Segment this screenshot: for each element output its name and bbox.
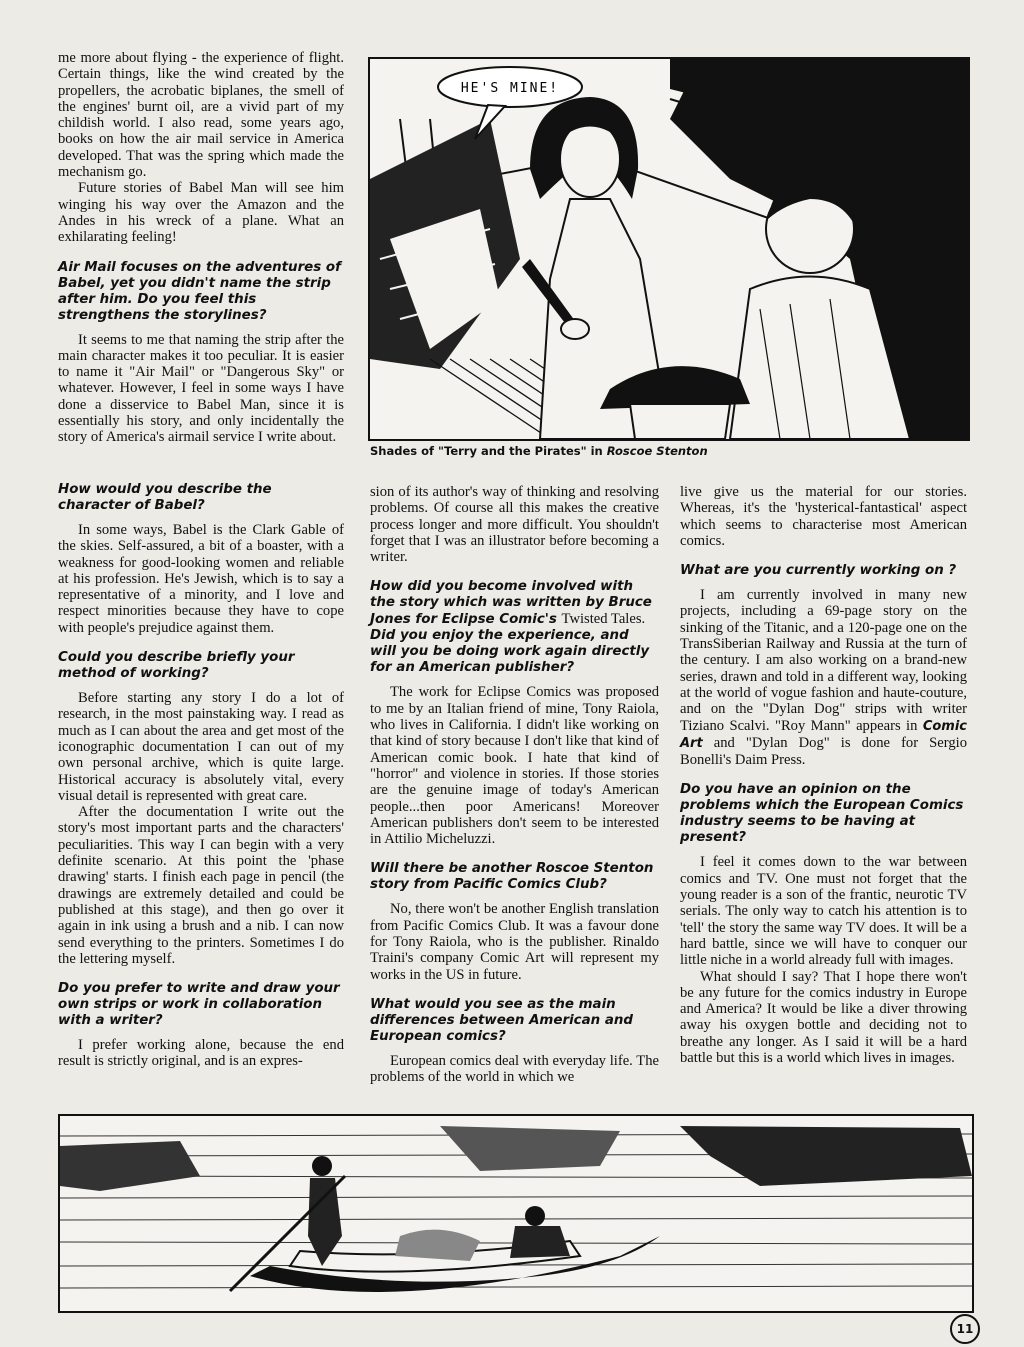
paragraph: I prefer working alone, because the end result is strictly original, and is an expres- [58, 1037, 344, 1070]
interview-question: What are you currently working on ? [680, 563, 957, 579]
caption-title: Roscoe Stenton [606, 444, 708, 458]
comic-illustration [370, 59, 968, 439]
page-number: 11 [950, 1314, 980, 1344]
paragraph: No, there won't be another English translation from Pacific Comics Club. It was a favour done for Tony Raiola, who is the publisher. Rinaldo Traini's company Comic Art will represent my works in the US in future. [370, 901, 659, 983]
speech-bubble-text: HE'S MINE! [460, 81, 560, 96]
interview-question: Do you prefer to write and draw your own strips or work in collaboration with a writer? [58, 981, 340, 1029]
interview-question: Do you have an opinion on the problems which the European Comics industry seems to be having at present? [680, 782, 964, 846]
paragraph: What should I say? That I hope there won't be any future for the comics industry in Europe and America? It would be like a diver throwing away his oxygen bottle and deciding not to breathe any longer. As I said it will be a hard battle but this is a world which lives in images. [680, 968, 967, 1067]
paragraph-part: I am currently involved in many new projects, including a 69-page story on the sinking of the Titanic, and a 120-page one on the TransSiberian Railway and Russia at the turn of the century. I am also working on a brand-new series, drawn and told in a different way, looking at the world of vogue fashion and haute-couture, and on the "Dylan Dog" strips with writer Tiziano Scalvi. "Roy Mann" appears in [680, 587, 967, 734]
paragraph: European comics deal with everyday life. The problems of the world in which we [370, 1052, 659, 1086]
paragraph: Future stories of Babel Man will see him winging his way over the Amazon and the Andes in his wreck of a plane. What an exhilarating feeling! [58, 180, 344, 246]
paragraph: After the documentation I write out the story's most important parts and the characters' peculiarities. This way I can begin with a very definite scenario. At this point the 'phase drawing' starts. I finish each page in pencil (the drawings are extremely detailed and could be published at this stage), and then go over it again in ink using a brush and a nib. I can now send everything to the printers. Sometimes I do the lettering myself. [58, 804, 344, 967]
interview-question: Will there be another Roscoe Stenton story from Pacific Comics Club? [370, 861, 654, 893]
interview-question [370, 579, 659, 676]
publication-title: Comic Art [680, 718, 967, 751]
paragraph: Before starting any story I do a lot of research, in the most painstaking way. I read as much as I can about the area and get most of the iconographic documentation I can out of my own personal archive, which is quite large. Historical accuracy is absolutely vital, every visual detail is represented with great care. [58, 690, 344, 804]
paragraph: It seems to me that naming the strip after the main character makes it too peculiar. It is easier to name it "Air Mail" or "Dangerous Sky" or whatever. However, I feel in some ways I have done a disservice to Babel Man, since it is essentially his story, and only incidentally the story of America's airmail service I write about. [58, 331, 344, 446]
paragraph-part: and "Dylan Dog" is done for Sergio Bonelli's Daim Press. [680, 734, 967, 769]
paragraph: In some ways, Babel is the Clark Gable of the skies. Self-assured, a bit of a boaster, with a weakness for good-looking women and reliable at his profession. He's Jewish, which is to say a representative of a minority, and I love and respect minorities because they have to cope with people's prejudice against them. [58, 522, 344, 636]
column-1 [58, 50, 344, 446]
interview-question: What would you see as the main differences between American and European comics? [370, 996, 633, 1044]
paragraph: I feel it comes down to the war between comics and TV. One must not forget that the young reader is a son of the frantic, neurotic TV serials. The only way to catch his attention is to 'tell' the story the same way TV does. It will be a hard battle, since we will have to conquer our little niche in a world already full with images. [680, 854, 967, 969]
boat-illustration [60, 1116, 972, 1311]
panel-caption [370, 444, 970, 458]
caption-text: Shades of "Terry and the Pirates" in [370, 444, 603, 458]
interview-question: Air Mail focuses on the adventures of Babel, yet you didn't name the strip after him. Do you feel this strengthens the storylines? [58, 259, 341, 323]
column-1-lower [58, 482, 344, 1070]
paragraph: The work for Eclipse Comics was proposed to me by an Italian friend of mine, Tony Raiola, who lives in California. I didn't like working on that kind of story because I don't like that kind of American comic book. I hate that kind of "horror" and violence in stories. If those stories are the genuine image of today's American people...then poor Americans! Moreover American publishers don't seem to be interested in Attilio Micheluzzi. [370, 684, 659, 848]
paragraph: me more about flying - the experience of flight. Certain things, like the wind created by the propellers, the acrobatic biplanes, the smell of the engines' burnt oil, are a vivid part of my childish world. I also read, some years ago, books on how the air mail service in America developed. That was the spring which made the mechanism go. [58, 50, 344, 181]
column-2 [370, 484, 659, 1086]
paragraph: sion of its author's way of thinking and resolving problems. Of course all this makes the creative process longer and more difficult. You shouldn't forget that I was an illustrator before becoming a writer. [370, 484, 659, 566]
interview-question: Could you describe briefly your method of working? [58, 650, 295, 682]
comic-panel-bottom [58, 1114, 974, 1313]
column-3 [680, 484, 967, 1066]
question-part: How did you become involved with the story which was written by Bruce Jones for Eclipse Comic's [370, 579, 652, 628]
comic-panel-top [368, 57, 970, 441]
paragraph [680, 587, 967, 768]
interview-question: How would you describe the character of Babel? [58, 482, 272, 513]
paragraph: live give us the material for our stories. Whereas, it's the 'hysterical-fantastical' aspect which seems to characterise most American comics. [680, 484, 967, 549]
question-part: Did you enjoy the experience, and will you be doing work again directly for an American publisher? [370, 628, 650, 676]
question-title: Twisted Tales. [561, 611, 646, 628]
